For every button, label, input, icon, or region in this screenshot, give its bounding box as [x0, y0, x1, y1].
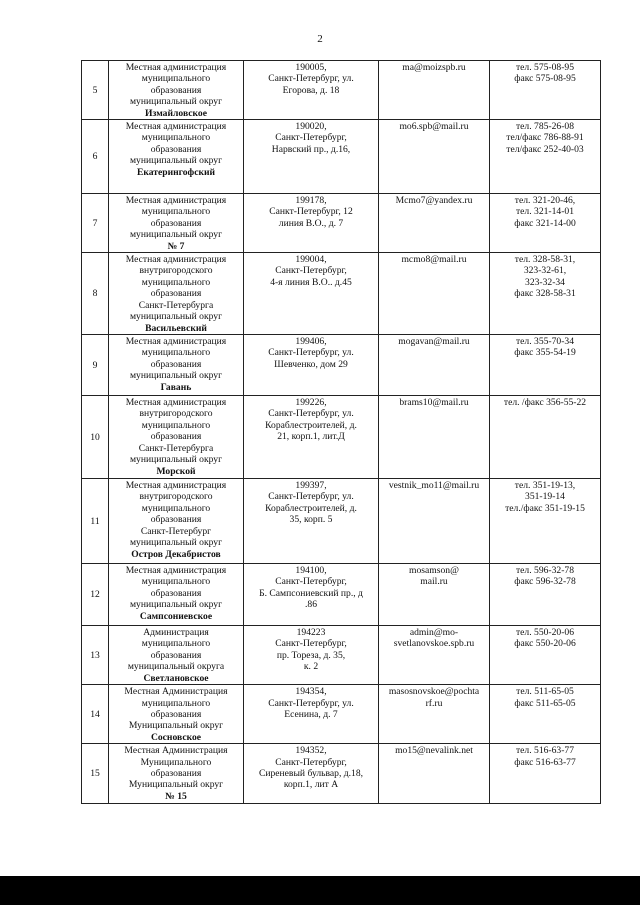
table-row: [82, 564, 601, 626]
name-line: Администрация: [143, 627, 209, 639]
name-line: образования: [150, 217, 202, 229]
name-line: муниципальный округа: [127, 661, 225, 673]
phone-line: факс 328-58-31: [514, 288, 576, 300]
name-line: муниципальный округ: [129, 311, 223, 323]
name-line: муниципальный округ: [129, 229, 223, 241]
administration-name: [109, 194, 244, 253]
name-line: муниципальный округ: [129, 370, 223, 382]
email-line: admin@mo-: [409, 627, 459, 639]
district-name: Васильевский: [145, 322, 207, 334]
administration-name: [109, 564, 244, 626]
name-line: образования: [150, 649, 202, 661]
phone-line: 323-32-34: [525, 276, 565, 288]
address-line: Нарвский пр., д.16,: [271, 143, 351, 155]
email-line: svetlanovskoe.spb.ru: [393, 638, 475, 650]
table-row: [82, 685, 601, 744]
phone-numbers: [490, 744, 601, 804]
email-line: ma@moizspb.ru: [402, 62, 466, 73]
phone-line: тел. 550-20-06: [515, 627, 574, 639]
administration-name: [109, 253, 244, 335]
address-line: Егорова, д. 18: [282, 84, 340, 96]
district-name: Гавань: [160, 381, 192, 393]
address-line: 194223: [296, 627, 326, 639]
scan-bottom-edge: [0, 876, 640, 905]
address-line: .86: [305, 599, 317, 611]
phone-line: тел. 321-20-46,: [514, 195, 576, 207]
phone-numbers: [490, 194, 601, 253]
phone-line: тел. 785-26-08: [515, 121, 574, 133]
administrations-table: [81, 60, 601, 804]
administration-name: [109, 396, 244, 479]
address-line: Санкт-Петербург,: [275, 756, 347, 768]
address-line: 4-я линия В.О.. д.45: [270, 276, 352, 288]
phone-line: тел./факс 351-19-15: [505, 502, 585, 514]
name-line: Местная Администрация: [124, 745, 228, 757]
district-name: Сампсониевское: [139, 610, 213, 622]
name-line: Местная администрация: [125, 336, 227, 348]
page-number: 2: [317, 33, 323, 45]
name-line: муниципального: [141, 576, 211, 588]
address-line: 199226,: [295, 397, 327, 409]
phone-line: тел/факс 786-88-91: [506, 132, 584, 144]
postal-address: [244, 253, 379, 335]
address-line: Санкт-Петербург,: [275, 265, 347, 277]
name-line: образования: [150, 514, 202, 526]
address-line: 35, корп. 5: [289, 514, 333, 526]
address-line: Санкт-Петербург,: [275, 576, 347, 588]
district-name: Екатерингофский: [136, 166, 216, 178]
email-line: mosamson@: [409, 565, 459, 577]
email-address: [379, 564, 490, 626]
row-number: 9: [82, 335, 109, 396]
phone-line: 351-19-14: [525, 491, 565, 503]
phone-numbers: [490, 396, 601, 479]
name-line: муниципальный округ: [129, 537, 223, 549]
phone-line: 323-32-61,: [523, 265, 567, 277]
district-name: Остров Декабристов: [131, 548, 221, 560]
phone-line: факс 511-65-05: [514, 697, 576, 709]
name-line: Местная администрация: [125, 62, 227, 73]
phone-line: тел/факс 252-40-03: [506, 143, 584, 155]
administration-name: [109, 61, 244, 120]
name-line: Местная администрация: [125, 565, 227, 577]
phone-numbers: [490, 479, 601, 564]
postal-address: [244, 626, 379, 685]
table-row: [82, 626, 601, 685]
address-line: Сиреневый бульвар, д.18,: [258, 767, 364, 779]
address-line: 194354,: [295, 686, 327, 698]
email-address: [379, 479, 490, 564]
name-line: муниципальный округ: [129, 454, 223, 466]
email-line: mail.ru: [420, 576, 448, 588]
table-row: [82, 194, 601, 253]
table-row: [82, 120, 601, 194]
name-line: Местная администрация: [125, 397, 227, 409]
name-line: муниципального: [141, 206, 211, 218]
email-address: [379, 61, 490, 120]
name-line: Санкт-Петербурга: [138, 442, 214, 454]
name-line: образования: [150, 143, 202, 155]
email-line: brams10@mail.ru: [399, 397, 469, 409]
phone-line: тел. 355-70-34: [515, 336, 574, 348]
postal-address: [244, 479, 379, 564]
address-line: 199004,: [295, 254, 327, 266]
administration-name: [109, 335, 244, 396]
district-name: № 7: [167, 240, 185, 252]
row-number: 10: [82, 396, 109, 479]
name-line: муниципального: [141, 73, 211, 85]
name-line: образования: [150, 358, 202, 370]
name-line: образования: [150, 767, 202, 779]
administration-name: [109, 120, 244, 194]
phone-line: факс 355-54-19: [514, 347, 576, 359]
name-line: муниципального: [141, 276, 211, 288]
name-line: Местная Администрация: [124, 686, 228, 698]
administration-name: [109, 479, 244, 564]
name-line: муниципального: [141, 697, 211, 709]
phone-line: факс 575-08-95: [514, 73, 576, 85]
email-address: [379, 396, 490, 479]
address-line: 199397,: [295, 480, 327, 492]
phone-numbers: [490, 253, 601, 335]
name-line: Муниципального: [140, 756, 212, 768]
table-row: [82, 335, 601, 396]
email-line: mogavan@mail.ru: [398, 336, 470, 348]
phone-line: факс 321-14-00: [514, 217, 576, 229]
address-line: Кораблестроителей, д.: [265, 419, 357, 431]
address-line: 199406,: [295, 336, 327, 348]
email-address: [379, 685, 490, 744]
row-number: 12: [82, 564, 109, 626]
address-line: корп.1, лит А: [283, 779, 339, 791]
name-line: муниципального: [141, 502, 211, 514]
row-number: 7: [82, 194, 109, 253]
phone-line: тел. 511-65-05: [516, 686, 574, 698]
address-line: Санкт-Петербург, 12: [269, 206, 353, 218]
phone-line: факс 596-32-78: [514, 576, 576, 588]
postal-address: [244, 744, 379, 804]
postal-address: [244, 396, 379, 479]
address-line: Санкт-Петербург, ул.: [268, 73, 354, 85]
phone-line: тел. 575-08-95: [515, 62, 574, 73]
email-address: [379, 626, 490, 685]
email-line: vestnik_mo11@mail.ru: [388, 480, 480, 492]
address-line: к. 2: [303, 661, 319, 673]
postal-address: [244, 685, 379, 744]
name-line: образования: [150, 587, 202, 599]
name-line: муниципального: [141, 638, 211, 650]
postal-address: [244, 335, 379, 396]
district-name: Светлановское: [143, 672, 209, 684]
phone-line: тел. /факс 356-55-22: [503, 397, 587, 409]
row-number: 13: [82, 626, 109, 685]
phone-numbers: [490, 335, 601, 396]
phone-numbers: [490, 61, 601, 120]
email-address: [379, 194, 490, 253]
postal-address: [244, 564, 379, 626]
email-line: Mcmo7@yandex.ru: [395, 195, 473, 207]
name-line: муниципальный округ: [129, 155, 223, 167]
name-line: Местная администрация: [125, 480, 227, 492]
table-row: [82, 253, 601, 335]
district-name: Морской: [156, 465, 196, 477]
address-line: 190005,: [295, 62, 327, 73]
table-body: [82, 61, 601, 804]
postal-address: [244, 194, 379, 253]
phone-numbers: [490, 120, 601, 194]
row-number: 14: [82, 685, 109, 744]
address-line: 194100,: [295, 565, 327, 577]
row-number: 11: [82, 479, 109, 564]
phone-line: факс 550-20-06: [514, 638, 576, 650]
name-line: Санкт-Петербург: [140, 525, 212, 537]
phone-line: тел. 351-19-13,: [514, 480, 576, 492]
phone-numbers: [490, 626, 601, 685]
table-row: [82, 396, 601, 479]
email-line: mo15@nevalink.net: [395, 745, 473, 757]
name-line: Местная администрация: [125, 121, 227, 133]
email-line: masosnovskoe@pochta: [388, 686, 480, 698]
email-line: mo6.spb@mail.ru: [399, 121, 469, 133]
address-line: Есенина, д. 7: [284, 708, 338, 720]
name-line: Муниципальный округ: [128, 779, 224, 791]
phone-line: тел. 328-58-31,: [514, 254, 576, 266]
phone-numbers: [490, 564, 601, 626]
administration-name: [109, 626, 244, 685]
email-address: [379, 120, 490, 194]
name-line: Муниципальный округ: [128, 720, 224, 732]
email-line: rf.ru: [425, 697, 443, 709]
phone-numbers: [490, 685, 601, 744]
name-line: внутригородского: [139, 265, 213, 277]
row-number: 8: [82, 253, 109, 335]
name-line: муниципального: [141, 419, 211, 431]
name-line: муниципальный округ: [129, 599, 223, 611]
address-line: пр. Тореза, д. 35,: [276, 649, 346, 661]
phone-line: факс 516-63-77: [514, 756, 576, 768]
email-address: [379, 335, 490, 396]
email-address: [379, 744, 490, 804]
district-name: Сосновское: [150, 731, 202, 743]
address-line: Санкт-Петербург, ул.: [268, 491, 354, 503]
postal-address: [244, 120, 379, 194]
address-line: Кораблестроителей, д.: [265, 502, 357, 514]
district-name: Измайловское: [145, 107, 207, 119]
table-row: [82, 479, 601, 564]
name-line: муниципального: [141, 347, 211, 359]
table-row: [82, 744, 601, 804]
phone-line: тел. 596-32-78: [515, 565, 574, 577]
email-line: mcmo8@mail.ru: [401, 254, 467, 266]
phone-line: тел. 516-63-77: [515, 745, 574, 757]
name-line: образования: [150, 431, 202, 443]
name-line: муниципальный округ: [129, 96, 223, 108]
address-line: 199178,: [295, 195, 327, 207]
address-line: 21, корп.1, лит.Д: [277, 431, 345, 443]
address-line: Шевченко, дом 29: [274, 358, 348, 370]
table-row: [82, 61, 601, 120]
address-line: 190020,: [295, 121, 327, 133]
address-line: Санкт-Петербург,: [275, 638, 347, 650]
name-line: Местная администрация: [125, 254, 227, 266]
address-line: Санкт-Петербург, ул.: [268, 408, 354, 420]
administration-name: [109, 685, 244, 744]
row-number: 6: [82, 120, 109, 194]
name-line: Местная администрация: [125, 195, 227, 207]
name-line: Санкт-Петербурга: [138, 299, 214, 311]
address-line: 194352,: [295, 745, 327, 757]
address-line: Санкт-Петербург, ул.: [268, 697, 354, 709]
address-line: Санкт-Петербург,: [275, 132, 347, 144]
row-number: 5: [82, 61, 109, 120]
administration-name: [109, 744, 244, 804]
postal-address: [244, 61, 379, 120]
name-line: внутригородского: [139, 491, 213, 503]
address-line: Б. Сампсониевский пр., д: [259, 587, 363, 599]
email-address: [379, 253, 490, 335]
district-name: № 15: [165, 790, 187, 802]
name-line: образования: [150, 288, 202, 300]
row-number: 15: [82, 744, 109, 804]
phone-line: тел. 321-14-01: [515, 206, 574, 218]
name-line: образования: [150, 84, 202, 96]
address-line: линия В.О., д. 7: [278, 217, 344, 229]
address-line: Санкт-Петербург, ул.: [268, 347, 354, 359]
name-line: муниципального: [141, 132, 211, 144]
name-line: образования: [150, 708, 202, 720]
name-line: внутригородского: [139, 408, 213, 420]
